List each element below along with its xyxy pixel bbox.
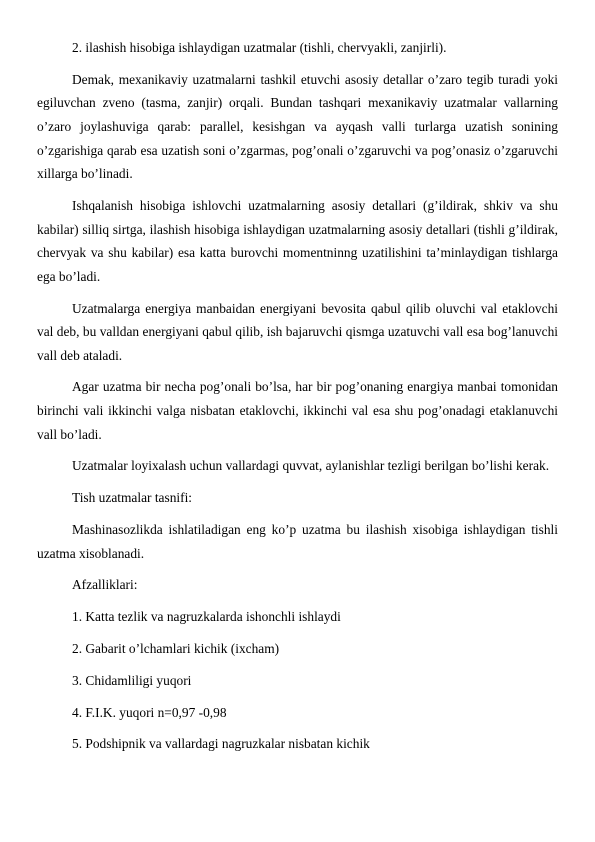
list-item-advantage-5: 5. Podshipnik va vallardagi nagruzkalar nisbatan kichik <box>72 736 370 752</box>
paragraph-friction-details: Ishqalanish hisobiga ishlovchi uzatmalarning asosiy detallari (g’ildirak, shkiv va shu kabilar) silliq sirtga, ilashish hisobiga ishlaydigan uzatmalarning asosiy detallari (tishli g’ildirak, chervyak va shu kabilar) esa katta burovchi momentninng uzatilishini ta’minlaydigan tishlarga ega bo’ladi. <box>37 197 558 284</box>
list-item-advantage-3: 3. Chidamliligi yuqori <box>72 672 192 688</box>
list-item-advantage-4: 4. F.I.K. yuqori n=0,97 -0,98 <box>72 704 227 720</box>
paragraph-driving-shaft: Uzatmalarga energiya manbaidan energiyani bevosita qabul qilib oluvchi val etaklovchi val deb, bu valldan energiyani qabul qilib, ish bajaruvchi qismga uzatuvchi vall esa bog’lanuvchi vall deb ataladi. <box>37 300 558 363</box>
list-item-advantage-2: 2. Gabarit o’lchamlari kichik (ixcham) <box>72 640 280 656</box>
paragraph-advantages-heading: Afzalliklari: <box>72 577 138 593</box>
paragraph-mechanical-transmissions: Demak, mexanikaviy uzatmalarni tashkil etuvchi asosiy detallar o’zaro tegib turadi yoki egiluvchan zveno (tasma, zanjir) orqali. Bundan tashqari mexanikaviy uzatmalar vallarning o’zaro joylashuviga qarab: parallel, kesishgan va ayqash valli turlarga uzatish sonining o’zgarishiga qarab esa uzatish soni o’zgarmas, pog’onali o’zgaruvchi va pog’onasiz o’zgaruvchi xillarga bo’linadi. <box>37 71 558 182</box>
list-item-advantage-1: 1. Katta tezlik va nagruzkalarda ishonchli ishlaydi <box>72 609 341 625</box>
paragraph-multistage: Agar uzatma bir necha pog’onali bo’lsa, har bir pog’onaning enargiya manbai tomonidan birinchi vali ikkinchi valga nisbatan etaklovchi, ikkinchi val esa shu pog’onadagi etaklanuvchi vall bo’ladi. <box>37 379 558 442</box>
paragraph-gear-transmissions: 2. ilashish hisobiga ishlaydigan uzatmalar (tishli, chervyakli, zanjirli). <box>72 40 447 55</box>
paragraph-design-requirements: Uzatmalar loyixalash uchun vallardagi quvvat, aylanishlar tezligi berilgan bo’lishi kerak. <box>72 458 550 474</box>
paragraph-gear-usage: Mashinasozlikda ishlatiladigan eng ko’p uzatma bu ilashish xisobiga ishlaydigan tishli uzatma xisoblanadi. <box>37 522 558 561</box>
paragraph-classification-heading: Tish uzatmalar tasnifi: <box>72 490 193 506</box>
